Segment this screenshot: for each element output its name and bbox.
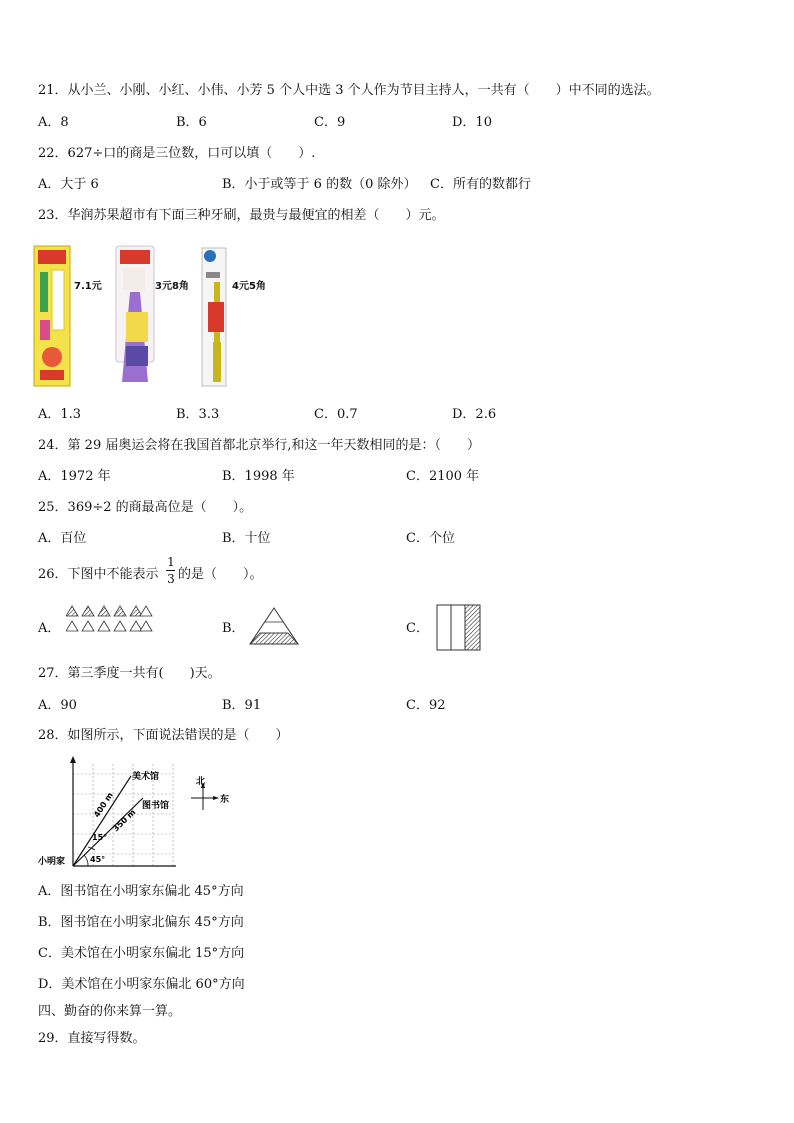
q28-option-d: D．美术馆在小明家东偏北 60°方向 xyxy=(38,977,245,992)
fraction-bar xyxy=(166,570,175,571)
fraction-numerator: 1 xyxy=(167,555,175,569)
price-1: 7.1元 xyxy=(74,281,102,292)
q22-option-c: C．所有的数都行 xyxy=(430,177,531,192)
q29-stem: 29．直接写得数。 xyxy=(38,1031,146,1046)
q26-option-b: B． xyxy=(222,621,245,636)
q27-option-b: B．91 xyxy=(222,698,262,713)
q25-option-a: A．百位 xyxy=(38,531,87,546)
fraction-denominator: 3 xyxy=(167,572,175,586)
q21-option-a: A．8 xyxy=(38,115,69,130)
q26-figure-c xyxy=(436,604,482,652)
q28-option-c: C．美术馆在小明家东偏北 15°方向 xyxy=(38,946,245,961)
q27-option-c: C．92 xyxy=(406,698,446,713)
q21-stem: 21．从小兰、小刚、小红、小伟、小芳 5 个人中选 3 个人作为节目主持人，一共有（ ）中不同的选法。 xyxy=(38,83,660,98)
q27-option-a: A．90 xyxy=(38,698,77,713)
q26-option-c: C． xyxy=(406,621,429,636)
q22-option-a: A．大于 6 xyxy=(38,177,99,192)
label-north: 北 xyxy=(196,777,206,787)
label-library: 图书馆 xyxy=(142,801,170,811)
price-3: 4元5角 xyxy=(232,281,266,292)
q28-option-a: A．图书馆在小明家东偏北 45°方向 xyxy=(38,884,244,899)
q23-stem: 23．华润苏果超市有下面三种牙刷，最贵与最便宜的相差（ ）元。 xyxy=(38,208,445,223)
q21-option-c: C．9 xyxy=(314,115,346,130)
q25-option-c: C．个位 xyxy=(406,531,455,546)
label-home: 小明家 xyxy=(38,857,66,867)
q24-option-c: C．2100 年 xyxy=(406,469,480,484)
q28-option-b: B．图书馆在小明家北偏东 45°方向 xyxy=(38,915,244,930)
q21-option-d: D．10 xyxy=(452,115,492,130)
q26-figure-b xyxy=(246,606,302,646)
ray-library xyxy=(73,798,143,866)
q22-stem: 22．627÷口的商是三位数，口可以填（ ）. xyxy=(38,146,316,161)
toothbrush-2 xyxy=(116,246,154,382)
label-dist-art: 400 m xyxy=(92,790,115,820)
q28-map-figure xyxy=(38,756,238,874)
q24-option-a: A．1972 年 xyxy=(38,469,111,484)
q26-figure-a xyxy=(66,604,156,638)
toothbrush-1 xyxy=(34,246,70,386)
label-art-museum: 美术馆 xyxy=(132,772,160,782)
q23-option-d: D．2.6 xyxy=(452,407,497,422)
q25-stem: 25．369÷2 的商最高位是（ ）。 xyxy=(38,500,253,515)
q23-option-b: B．3.3 xyxy=(176,407,220,422)
toothbrush-3 xyxy=(202,248,226,386)
label-angle-45: 45° xyxy=(90,855,106,864)
label-dist-lib: 350 m xyxy=(111,807,138,834)
q26-option-a: A． xyxy=(38,621,61,636)
toothbrush-figure xyxy=(30,242,280,392)
section-heading: 四、勤奋的你来算一算。 xyxy=(38,1004,182,1019)
q22-option-b: B．小于或等于 6 的数（0 除外） xyxy=(222,177,417,192)
label-east: 东 xyxy=(220,795,230,805)
q26-stem-after: 的是（ ）。 xyxy=(178,567,263,582)
q25-option-b: B．十位 xyxy=(222,531,271,546)
q24-stem: 24．第 29 届奥运会将在我国首都北京举行,和这一年天数相同的是：（ ） xyxy=(38,438,480,453)
q21-option-b: B．6 xyxy=(176,115,207,130)
q26-stem-before: 26．下图中不能表示 xyxy=(38,567,159,582)
label-angle-15: 15° xyxy=(92,833,108,842)
q24-option-b: B．1998 年 xyxy=(222,469,295,484)
q28-stem: 28．如图所示，下面说法错误的是（ ） xyxy=(38,728,289,743)
q27-stem: 27．第三季度一共有( )天。 xyxy=(38,666,221,681)
price-2: 3元8角 xyxy=(155,281,189,292)
q23-option-c: C．0.7 xyxy=(314,407,358,422)
q23-option-a: A．1.3 xyxy=(38,407,82,422)
